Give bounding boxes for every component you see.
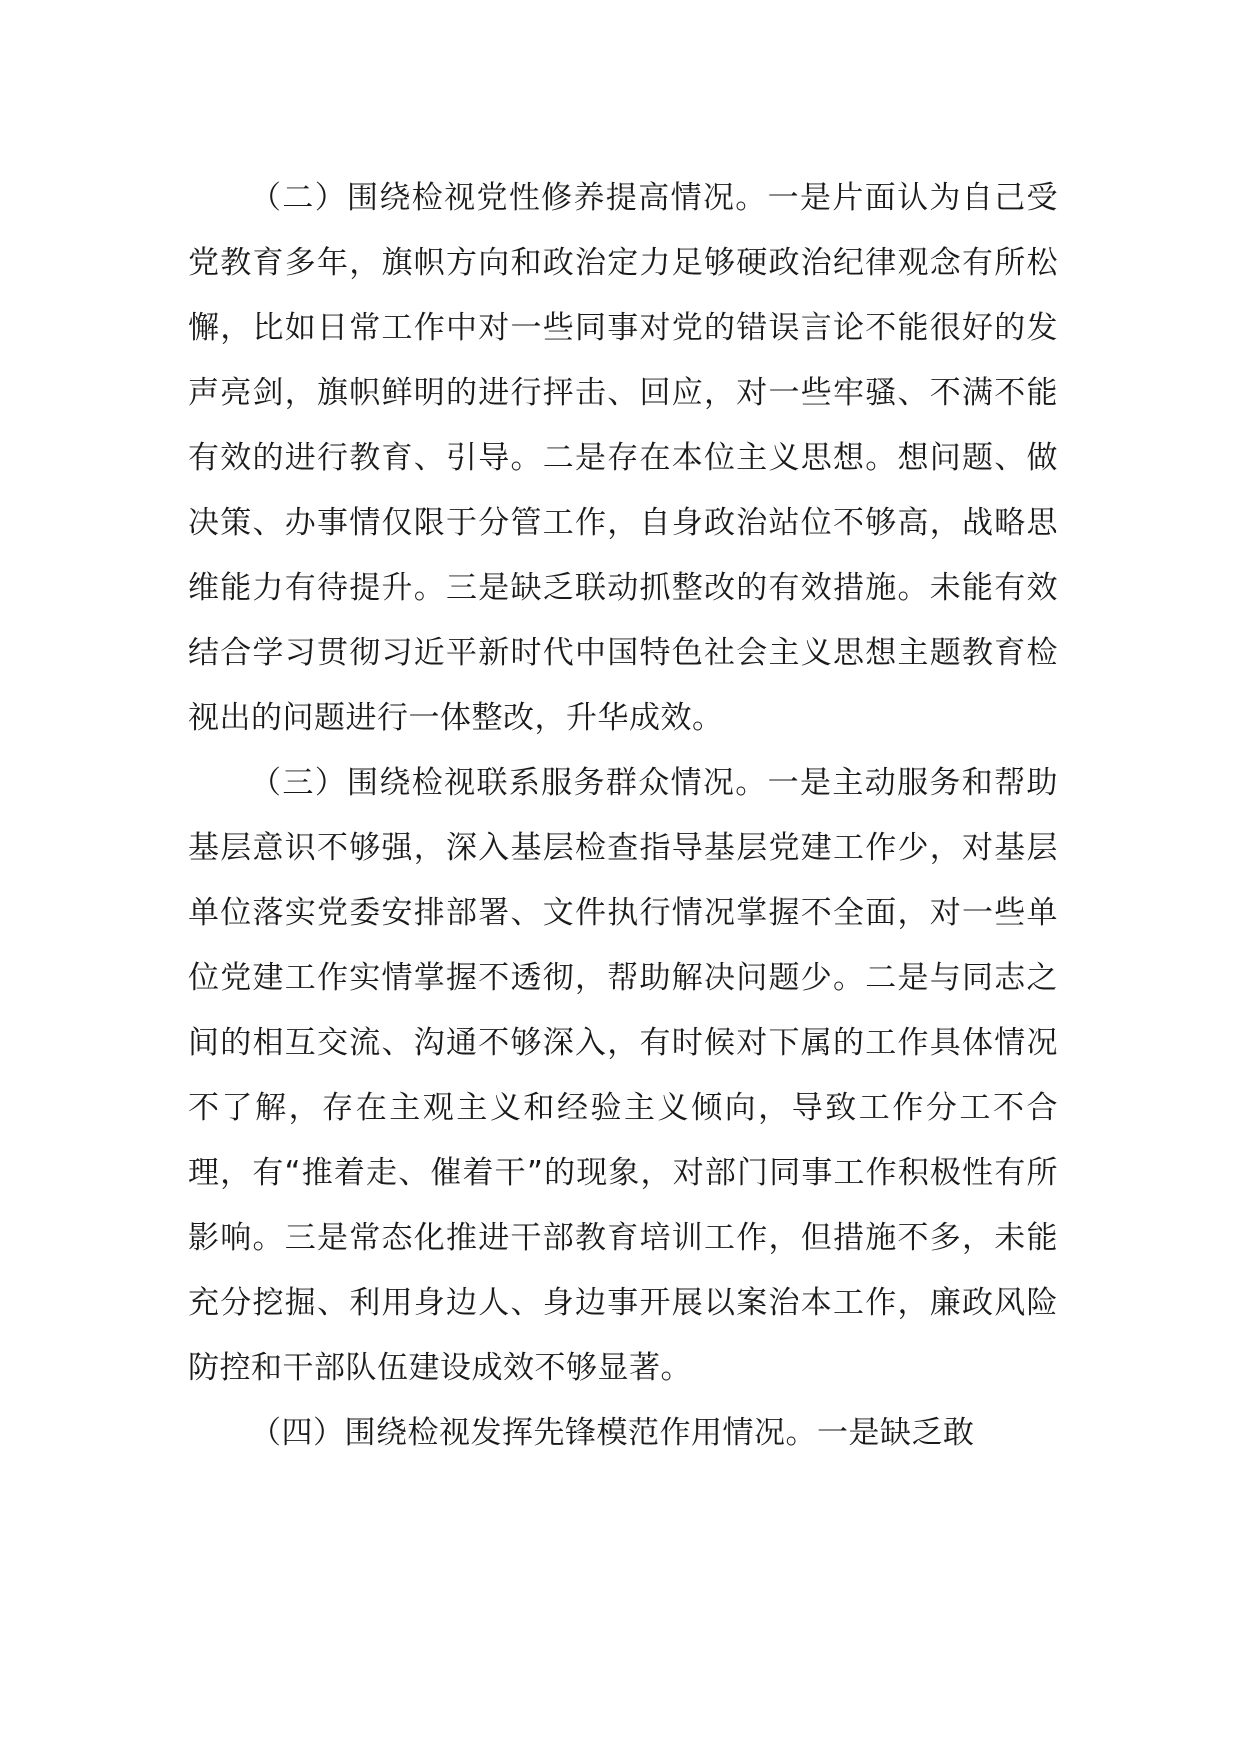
paragraph-section-3: （三）围绕检视联系服务群众情况。一是主动服务和帮助基层意识不够强，深入基层检查指导基层党建工作少，对基层单位落实党委安排部署、文件执行情况掌握不全面，对一些单位党建工作实情掌握不透彻，帮助解决问题少。二是与同志之间的相互交流、沟通不够深入，有时候对下属的工作具体情况不了解，存在主观主义和经验主义倾向，导致工作分工不合理，有“推着走、催着干”的现象，对部门同事工作积极性有所影响。三是常态化推进干部教育培训工作，但措施不多，未能充分挖掘、利用身边人、身边事开展以案治本工作，廉政风险防控和干部队伍建设成效不够显著。 <box>188 765 1058 1386</box>
paragraph-section-4: （四）围绕检视发挥先锋模范作用情况。一是缺乏敢 <box>250 1415 975 1451</box>
paragraph-section-2: （二）围绕检视党性修养提高情况。一是片面认为自己受党教育多年，旗帜方向和政治定力足够硬政治纪律观念有所松懈，比如日常工作中对一些同事对党的错误言论不能很好的发声亮剑，旗帜鲜明的进行抨击、回应，对一些牢骚、不满不能有效的进行教育、引导。二是存在本位主义思想。想问题、做决策、办事情仅限于分管工作，自身政治站位不够高，战略思维能力有待提升。三是缺乏联动抓整改的有效措施。未能有效结合学习贯彻习近平新时代中国特色社会主义思想主题教育检视出的问题进行一体整改，升华成效。 <box>188 180 1058 736</box>
document-body <box>188 166 1058 1466</box>
